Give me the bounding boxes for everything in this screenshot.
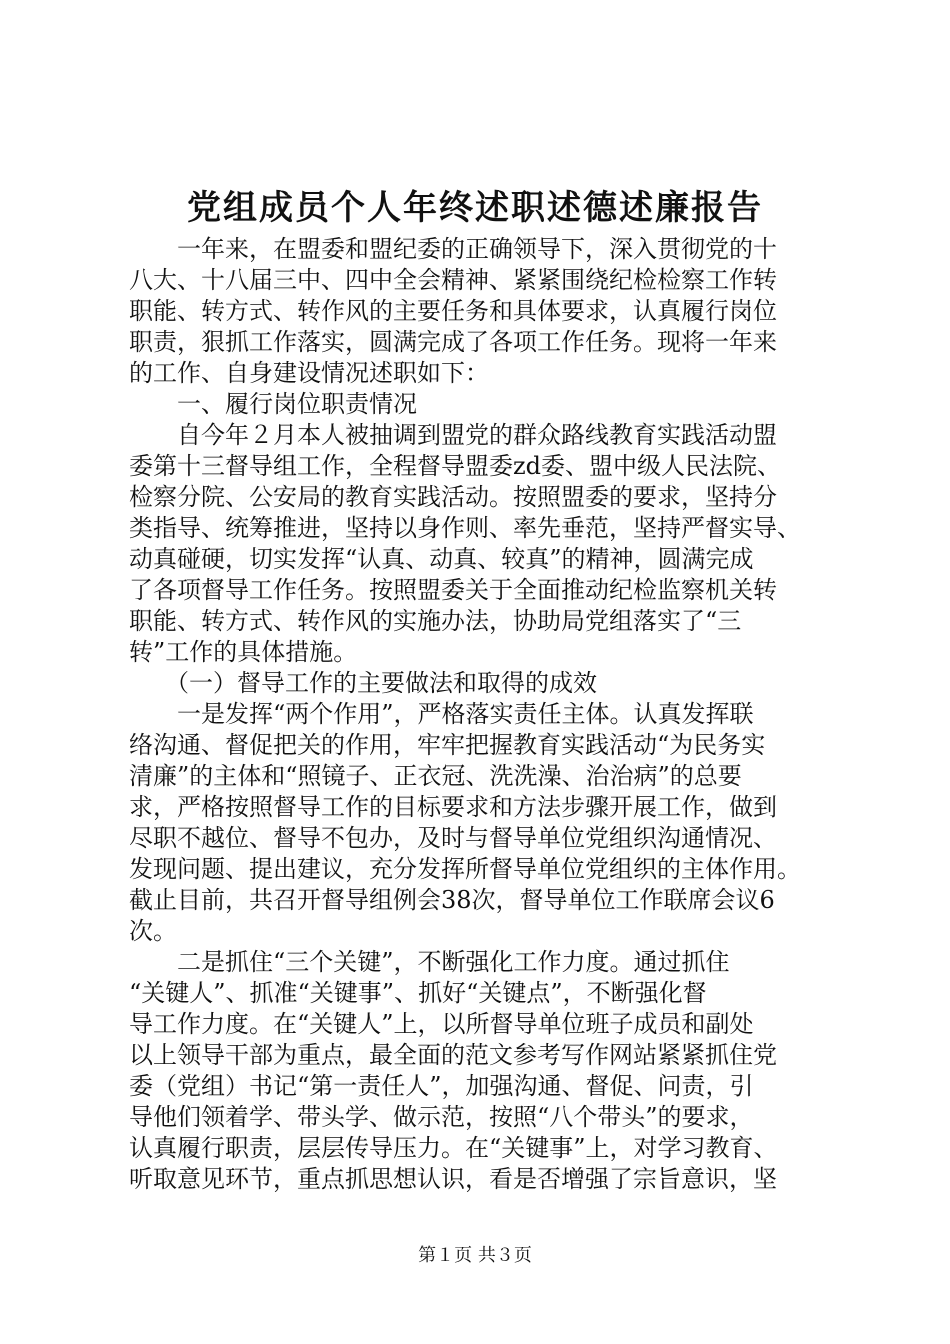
body-text-line: 络沟通、督促把关的作用，牢牢把握教育实践活动“为民务实	[129, 731, 766, 759]
document-body	[129, 234, 829, 1195]
body-text-line: 职能、转方式、转作风的主要任务和具体要求，认真履行岗位	[129, 297, 777, 325]
body-text-line: 二是抓住“三个关键”，不断强化工作力度。通过抓住	[129, 948, 730, 976]
body-text-line: 求，严格按照督导工作的目标要求和方法步骤开展工作，做到	[129, 793, 777, 821]
body-text-line: “关键人”、抓准“关键事”、抓好“关键点”，不断强化督	[129, 979, 707, 1007]
body-text-line: 职责，狠抓工作落实，圆满完成了各项工作任务。现将一年来	[129, 328, 777, 356]
document-title: 党组成员个人年终述职述德述廉报告	[187, 188, 763, 228]
body-text-line: 检察分院、公安局的教育实践活动。按照盟委的要求，坚持分	[129, 483, 777, 511]
body-text-line: 委（党组）书记“第一责任人”，加强沟通、督促、问责，引	[129, 1072, 754, 1100]
body-text-line: 八大、十八届三中、四中全会精神、紧紧围绕纪检检察工作转	[129, 266, 777, 294]
body-text-line: 的工作、自身建设情况述职如下：	[129, 359, 489, 387]
body-text-line: 一年来，在盟委和盟纪委的正确领导下，深入贯彻党的十	[129, 235, 777, 263]
body-text-line: 自今年２月本人被抽调到盟党的群众路线教育实践活动盟	[129, 421, 777, 449]
body-text-line: 了各项督导工作任务。按照盟委关于全面推动纪检监察机关转	[129, 576, 777, 604]
body-text-line: 转”工作的具体措施。	[129, 638, 358, 666]
body-text-line: 以上领导干部为重点，最全面的范文参考写作网站紧紧抓住党	[129, 1041, 777, 1069]
body-text-line: 导他们领着学、带头学、做示范，按照“八个带头”的要求，	[129, 1103, 754, 1131]
body-text-line: 动真碰硬，切实发挥“认真、动真、较真”的精神，圆满完成	[129, 545, 754, 573]
body-text-line: 类指导、统筹推进，坚持以身作则、率先垂范，坚持严督实导、	[129, 514, 801, 542]
page-footer: 第１页 共３页	[418, 1245, 532, 1266]
body-text-line: 职能、转方式、转作风的实施办法，协助局党组落实了“三	[129, 607, 742, 635]
body-text-line: 发现问题、提出建议，充分发挥所督导单位党组织的主体作用。	[129, 855, 801, 883]
body-text-line: 清廉”的主体和“照镜子、正衣冠、洗洗澡、治治病”的总要	[129, 762, 742, 790]
body-text-line: （一）督导工作的主要做法和取得的成效	[129, 669, 597, 697]
body-text-line: 尽职不越位、督导不包办，及时与督导单位党组织沟通情况、	[129, 824, 777, 852]
body-text-line: 一是发挥“两个作用”，严格落实责任主体。认真发挥联	[129, 700, 754, 728]
body-text-line: 听取意见环节，重点抓思想认识，看是否增强了宗旨意识，坚	[129, 1165, 777, 1193]
body-text-line: 一、履行岗位职责情况	[129, 390, 417, 418]
body-text-line: 认真履行职责，层层传导压力。在“关键事”上，对学习教育、	[129, 1134, 778, 1162]
body-text-line: 截止目前，共召开督导组例会38次，督导单位工作联席会议6	[129, 886, 775, 914]
body-text-line: 委第十三督导组工作，全程督导盟委zd委、盟中级人民法院、	[129, 452, 782, 480]
body-text-line: 次。	[129, 917, 177, 945]
body-text-line: 导工作力度。在“关键人”上，以所督导单位班子成员和副处	[129, 1010, 754, 1038]
